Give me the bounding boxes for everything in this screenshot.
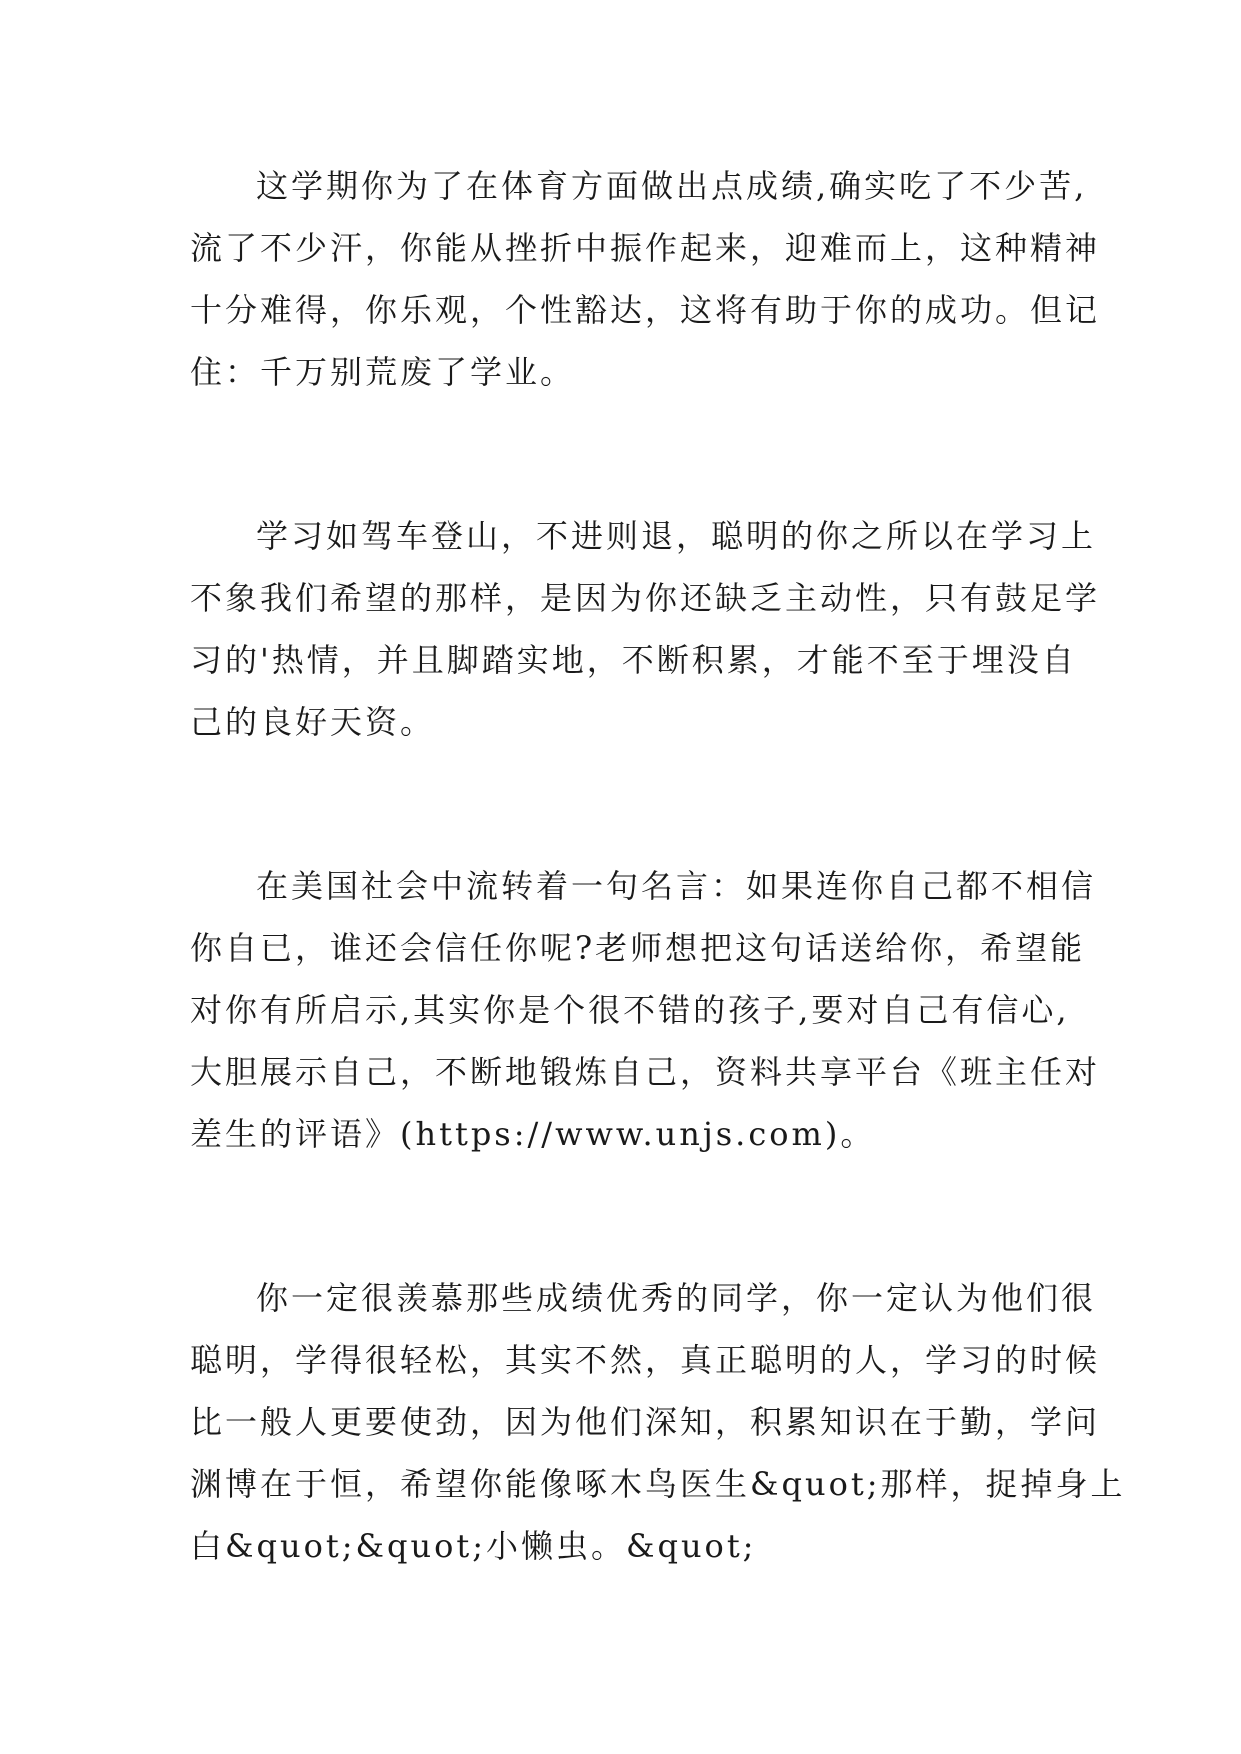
paragraph-line: 流了不少汗，你能从挫折中振作起来，迎难而上，这种精神 [190,229,1101,267]
paragraph-line: 己的良好天资。 [190,703,436,741]
paragraph-line: 这学期你为了在体育方面做出点成绩,确实吃了不少苦, [256,167,1088,205]
paragraph-3 [190,855,1101,1165]
paragraph-line: 大胆展示自己，不断地锻炼自己，资料共享平台《班主任对 [190,1053,1101,1091]
paragraph-line: 习的'热情，并且脚踏实地，不断积累，才能不至于埋没自 [190,641,1077,679]
paragraph-line: 差生的评语》(https://www.unjs.com)。 [190,1115,876,1153]
paragraph-line: 你自已，谁还会信任你呢?老师想把这句话送给你，希望能 [190,929,1086,967]
paragraph-4 [190,1267,1126,1577]
paragraph-line: 十分难得，你乐观，个性豁达，这将有助于你的成功。但记 [190,291,1101,329]
paragraph-line: 你一定很羡慕那些成绩优秀的同学，你一定认为他们很 [256,1279,1097,1317]
paragraph-line: 对你有所启示,其实你是个很不错的孩子,要对自己有信心, [190,991,1070,1029]
paragraph-line: 住：千万别荒废了学业。 [190,353,576,391]
paragraph-line: 不象我们希望的那样，是因为你还缺乏主动性，只有鼓足学 [190,579,1101,617]
paragraph-line: 在美国社会中流转着一句名言：如果连你自己都不相信 [256,867,1097,905]
paragraph-line: 学习如驾车登山，不进则退，聪明的你之所以在学习上 [256,517,1097,555]
paragraph-line: 白&quot;&quot;小懒虫。&quot; [190,1527,757,1565]
paragraph-line: 聪明，学得很轻松，其实不然，真正聪明的人，学习的时候 [190,1341,1101,1379]
paragraph-line: 比一般人更要使劲，因为他们深知，积累知识在于勤，学问 [190,1403,1101,1441]
paragraph-line: 渊博在于恒，希望你能像啄木鸟医生&quot;那样，捉掉身上 [190,1465,1126,1503]
paragraph-1 [190,155,1101,403]
paragraph-2 [190,505,1101,753]
